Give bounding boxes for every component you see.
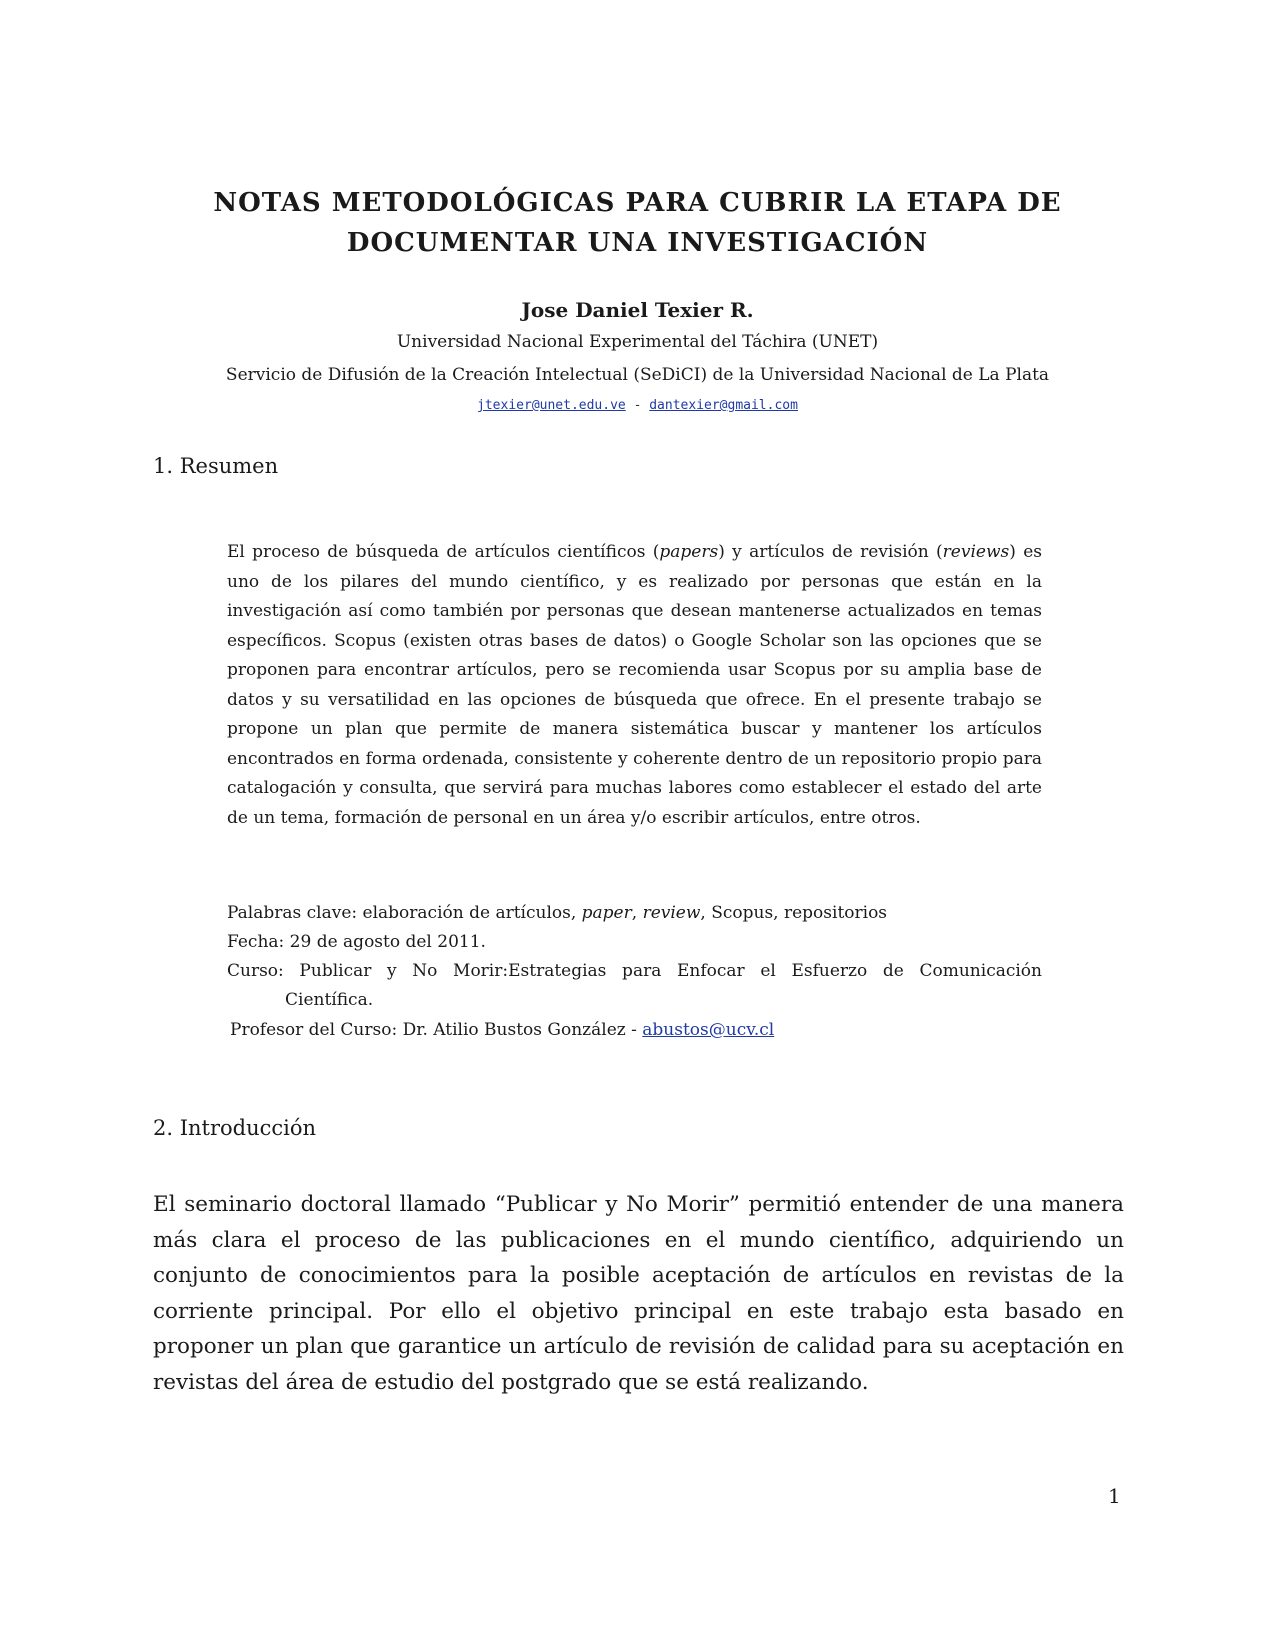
course-line-2: Científica. [285, 990, 374, 1010]
abstract-reviews-term: reviews [942, 542, 1010, 562]
affiliation-sedici: Servicio de Difusión de la Creación Intelectual (SeDiCI) de la Universidad Nacional de La Plata [225, 365, 1050, 385]
introduction-paragraph: El seminario doctoral llamado “Publicar y No Morir” permitió entender de una manera más clara el proceso de las publicaciones en el mundo científico, adquiriendo un conjunto de conocimientos para la posible aceptación de artículos en revistas de la corriente principal. Por ello el objetivo principal en este trabajo esta basado en proponer un plan que garantice un artículo de revisión de calidad para su aceptación en revistas del área de estudio del postgrado que se está realizando. [153, 1192, 1124, 1395]
section-heading-resumen: 1. Resumen [153, 454, 279, 478]
course-line-1: Curso: Publicar y No Morir:Estrategias para Enfocar el Esfuerzo de Comunicación [227, 961, 1042, 981]
keywords-prefix: Palabras clave: elaboración de artículos, [227, 903, 582, 923]
date-line: Fecha: 29 de agosto del 2011. [227, 932, 486, 952]
abstract-papers-term: papers [659, 542, 719, 562]
abstract-text-3: ) es uno de los pilares del mundo científico, y es realizado por personas que están en la investigación así como también por personas que desean mantenerse actualizados en temas específicos. Scopus (existen otras bases de datos) o Google Scholar son las opciones que se proponen para encontrar artículos, pero se recomienda usar Scopus por su amplia base de datos y su versatilidad en las opciones de búsqueda que ofrece. En el presente trabajo se propone un plan que permite de manera sistemática buscar y mantener los artículos encontrados en forma ordenada, consistente y coherente dentro de un repositorio propio para catalogación y consulta, que servirá para muchas labores como establecer el estado del arte de un tema, formación de personal en un área y/o escribir artículos, entre otros. [227, 542, 1042, 828]
affiliation-unet: Universidad Nacional Experimental del Táchira (UNET) [396, 332, 879, 352]
email-separator: - [625, 398, 650, 413]
title-line-1: NOTAS METODOLÓGICAS PARA CUBRIR LA ETAPA DE [213, 188, 1062, 218]
author-name: Jose Daniel Texier R. [521, 298, 754, 322]
professor-email-link[interactable]: abustos@ucv.cl [642, 1020, 775, 1040]
title-line-2: DOCUMENTAR UNA INVESTIGACIÓN [346, 228, 929, 258]
keywords-sep: , [631, 903, 643, 923]
keyword-review: review [642, 903, 701, 923]
keyword-paper: paper [581, 903, 632, 923]
paper-title [0, 183, 1275, 263]
section-heading-introduccion: 2. Introducción [153, 1116, 317, 1140]
email-link-unet[interactable]: jtexier@unet.edu.ve [477, 398, 626, 413]
email-link-gmail[interactable]: dantexier@gmail.com [649, 398, 798, 413]
page-number: 1 [1108, 1484, 1121, 1508]
course-line [227, 957, 1042, 1015]
abstract-text-1: El proceso de búsqueda de artículos científicos ( [227, 542, 660, 562]
abstract-paragraph [227, 538, 1042, 833]
keywords-line [227, 899, 1042, 928]
professor-line [230, 1016, 1045, 1045]
author-emails [0, 396, 1275, 416]
abstract-text-2: ) y artículos de revisión ( [718, 542, 943, 562]
keywords-suffix: , Scopus, repositorios [700, 903, 888, 923]
professor-prefix: Profesor del Curso: Dr. Atilio Bustos González - [230, 1020, 643, 1040]
